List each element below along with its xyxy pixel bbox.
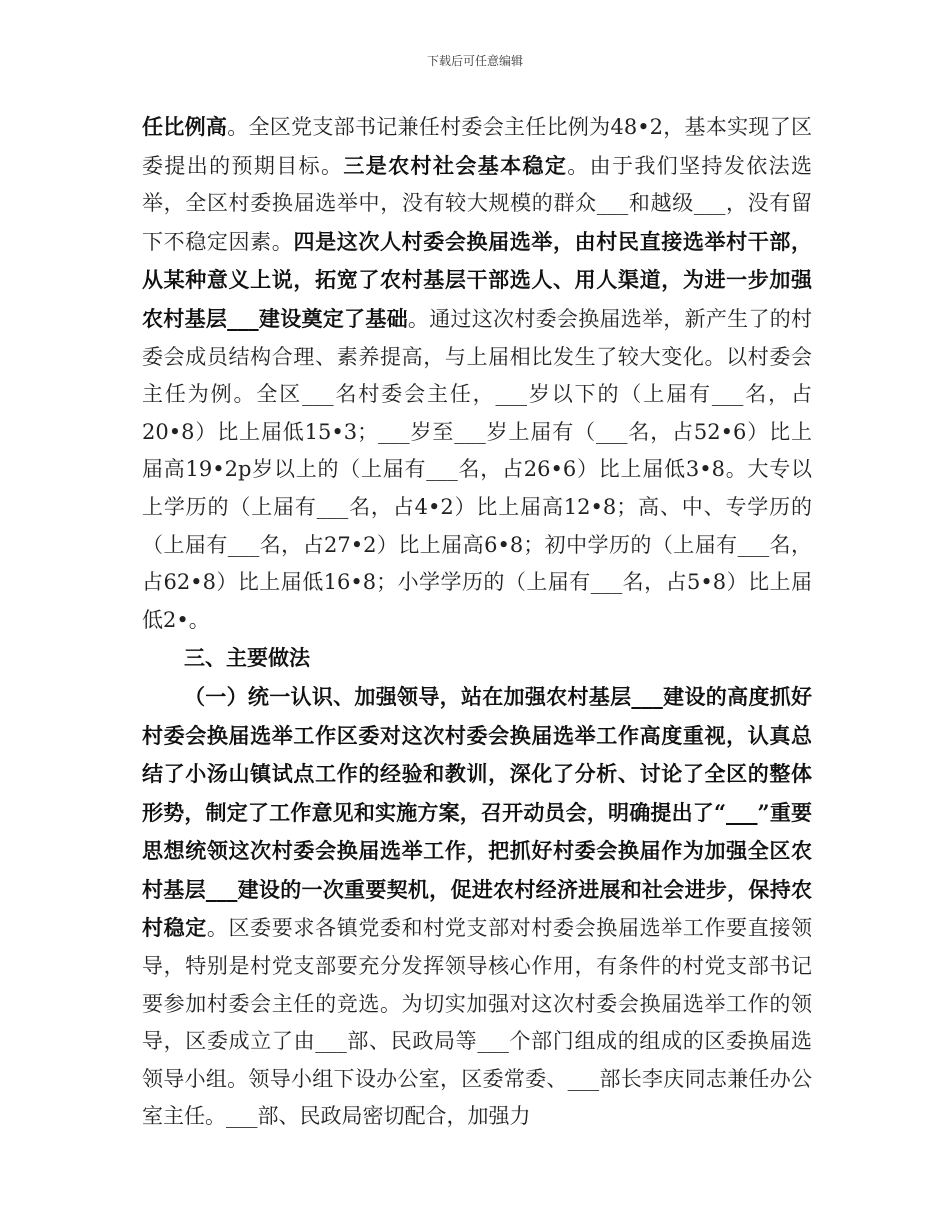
- bold-phrase: 三是农村社会基本稳定: [343, 152, 568, 178]
- body-text: 。全区党支部书记兼任村委会主任比例为48•2，基本实现了区委提出的预期目标。: [142, 115, 813, 178]
- bold-phrase: 四是这次人村委会换届选举，由村民直接选举村干部，从某种意义上说，拓宽了农村基层干部选人、用人渠道，为进一步加强农村基层___建设奠定了基础: [142, 228, 813, 331]
- section-heading: 三、主要做法: [184, 645, 310, 671]
- bold-phrase: （一）统一认识、加强领导，站在加强农村基层___建设的高度抓好村委会换届选举工作区委对这次村委会换届选举工作高度重视，认真总结了小汤山镇试点工作的经验和教训，深化了分析、讨论了全区的整体形势，制定了工作意见和实施方案，召开动员会，明确提出了“___”重要思想统领这次村委会换届选举工作，把抓好村委会换届作为加强全区农村基层___建设的一次重要契机，促进农村经济进展和社会进步，保持农村稳定: [142, 683, 812, 941]
- page-header: 下载后可任意编辑: [426, 54, 523, 68]
- paragraph-results: [142, 108, 812, 639]
- bold-phrase: 任比例高: [142, 114, 228, 139]
- document-body: [142, 108, 812, 1136]
- paragraph-methods: [142, 678, 812, 1136]
- body-text: 。由于我们坚持发依法选举，全区村委换届选举中，没有较大规模的群众___和越级___，没有留下不稳定因素。: [142, 153, 813, 254]
- body-text: 。区委要求各镇党委和村党支部对村委会换届选举工作要直接领导，特别是村党支部要充分发挥领导核心作用，有条件的村党支部书记要参加村委会主任的竞选。为切实加强对这次村委会换届选举工作的领导，区委成立了由___部、民政局等___个部门组成的组成的区委换届选领导小组。领导小组下设办公室，区委常委、___部长李庆同志兼任办公室主任。___部、民政局密切配合，加强力: [142, 916, 813, 1129]
- body-text: 。通过这次村委会换届选举，新产生了的村委会成员结构合理、素养提高，与上届相比发生了较大变化。以村委会主任为例。全区___名村委会主任，___岁以下的（上届有___名，占20•8）比上届低15•3；___岁至___岁上届有（___名，占52•6）比上届高19•2p岁以上的（上届有___名，占26•6）比上届低3•8。大专以上学历的（上届有___名，占4•2）比上届高12•8；高、中、专学历的（上届有___名，占27•2）比上届高6•8；初中学历的（上届有___名，占62•8）比上届低16•8；小学学历的（上届有___名，占5•8）比上届低2•。: [142, 306, 813, 632]
